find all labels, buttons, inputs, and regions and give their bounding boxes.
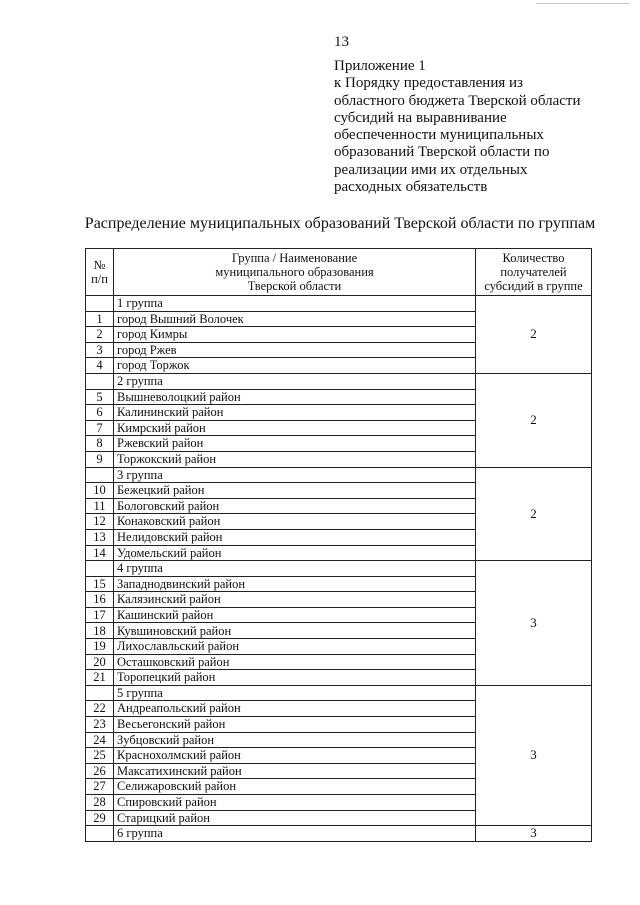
group-count: 2	[476, 467, 592, 561]
group-row	[86, 467, 592, 483]
group-number-cell	[86, 561, 114, 577]
municipality-name: Весьегонский район	[114, 717, 476, 733]
row-number: 18	[86, 623, 114, 639]
municipality-name: Осташковский район	[114, 654, 476, 670]
row-number: 3	[86, 342, 114, 358]
group-number-cell	[86, 826, 114, 842]
municipality-name: Калязинский район	[114, 592, 476, 608]
row-number: 1	[86, 311, 114, 327]
municipality-name: Торжокский район	[114, 451, 476, 467]
group-label: 5 группа	[114, 685, 476, 701]
row-number: 19	[86, 639, 114, 655]
appendix-line: областного бюджета Тверской области	[334, 92, 581, 109]
header-number-line: п/п	[91, 272, 108, 286]
header-count-line: получателей	[500, 265, 567, 279]
row-number: 10	[86, 483, 114, 499]
row-number: 16	[86, 592, 114, 608]
municipality-name: Селижаровский район	[114, 779, 476, 795]
row-number: 27	[86, 779, 114, 795]
page-number: 13	[334, 34, 349, 50]
municipality-name: Старицкий район	[114, 810, 476, 826]
row-number: 15	[86, 576, 114, 592]
header-name	[114, 249, 476, 296]
municipality-name: Ржевский район	[114, 436, 476, 452]
municipality-name: Максатихинский район	[114, 763, 476, 779]
row-number: 2	[86, 327, 114, 343]
group-count: 2	[476, 373, 592, 467]
municipality-name: Торопецкий район	[114, 670, 476, 686]
group-label: 2 группа	[114, 373, 476, 389]
row-number: 11	[86, 498, 114, 514]
municipality-name: Зубцовский район	[114, 732, 476, 748]
municipality-name: Андреапольский район	[114, 701, 476, 717]
appendix-line: обеспеченности муниципальных	[334, 127, 544, 144]
municipality-name: Кашинский район	[114, 607, 476, 623]
header-count	[476, 249, 592, 296]
appendix-line: субсидий на выравнивание	[334, 109, 507, 126]
row-number: 28	[86, 795, 114, 811]
header-name-line: Группа / Наименование	[231, 251, 358, 265]
header-name-line: Тверской области	[247, 279, 342, 293]
municipality-name: Калининский район	[114, 405, 476, 421]
row-number: 14	[86, 545, 114, 561]
municipality-name: Краснохолмский район	[114, 748, 476, 764]
municipality-name: Кувшиновский район	[114, 623, 476, 639]
groups-table	[85, 248, 592, 842]
appendix-line: образований Тверской области по	[334, 144, 550, 161]
municipality-name: Бежецкий район	[114, 483, 476, 499]
row-number: 24	[86, 732, 114, 748]
row-number: 17	[86, 607, 114, 623]
header-count-line: Количество	[502, 251, 565, 265]
row-number: 25	[86, 748, 114, 764]
municipality-name: Конаковский район	[114, 514, 476, 530]
document-title: Распределение муниципальных образований Тверской области по группам	[84, 215, 596, 232]
row-number: 7	[86, 420, 114, 436]
group-label: 6 группа	[114, 826, 476, 842]
group-label: 1 группа	[114, 296, 476, 312]
row-number: 12	[86, 514, 114, 530]
row-number: 20	[86, 654, 114, 670]
row-number: 4	[86, 358, 114, 374]
row-number: 8	[86, 436, 114, 452]
municipality-name: Западнодвинский район	[114, 576, 476, 592]
group-count: 2	[476, 296, 592, 374]
municipality-name: Вышневолоцкий район	[114, 389, 476, 405]
header-count-line: субсидий в группе	[484, 279, 583, 293]
group-row	[86, 685, 592, 701]
municipality-name: Удомельский район	[114, 545, 476, 561]
row-number: 9	[86, 451, 114, 467]
row-number: 21	[86, 670, 114, 686]
municipality-name: город Торжок	[114, 358, 476, 374]
appendix-line: реализации ими их отдельных	[334, 161, 528, 178]
appendix-header	[334, 58, 624, 196]
appendix-line: Приложение 1	[334, 58, 426, 74]
row-number: 29	[86, 810, 114, 826]
municipality-name: Лихославльский район	[114, 639, 476, 655]
row-number: 13	[86, 529, 114, 545]
group-label: 4 группа	[114, 561, 476, 577]
municipality-name: Нелидовский район	[114, 529, 476, 545]
group-row	[86, 826, 592, 842]
municipality-name: Бологовский район	[114, 498, 476, 514]
municipality-name: город Вышний Волочек	[114, 311, 476, 327]
group-number-cell	[86, 467, 114, 483]
table-header-row	[86, 249, 592, 296]
row-number: 6	[86, 405, 114, 421]
group-number-cell	[86, 685, 114, 701]
group-count: 3	[476, 826, 592, 842]
appendix-line: к Порядку предоставления из	[334, 75, 523, 92]
municipality-name: Спировский район	[114, 795, 476, 811]
group-row	[86, 296, 592, 312]
row-number: 22	[86, 701, 114, 717]
group-label: 3 группа	[114, 467, 476, 483]
row-number: 23	[86, 717, 114, 733]
top-edge-line	[536, 3, 630, 4]
group-row	[86, 561, 592, 577]
group-number-cell	[86, 296, 114, 312]
group-count: 3	[476, 685, 592, 825]
group-row	[86, 373, 592, 389]
municipality-name: город Ржев	[114, 342, 476, 358]
group-number-cell	[86, 373, 114, 389]
header-number	[86, 249, 114, 296]
table-body	[86, 296, 592, 842]
row-number: 26	[86, 763, 114, 779]
appendix-line: расходных обязательств	[334, 179, 488, 196]
group-count: 3	[476, 561, 592, 686]
header-number-line: №	[93, 258, 106, 272]
municipality-name: Кимрский район	[114, 420, 476, 436]
header-name-line: муниципального образования	[215, 265, 374, 279]
row-number: 5	[86, 389, 114, 405]
municipality-name: город Кимры	[114, 327, 476, 343]
